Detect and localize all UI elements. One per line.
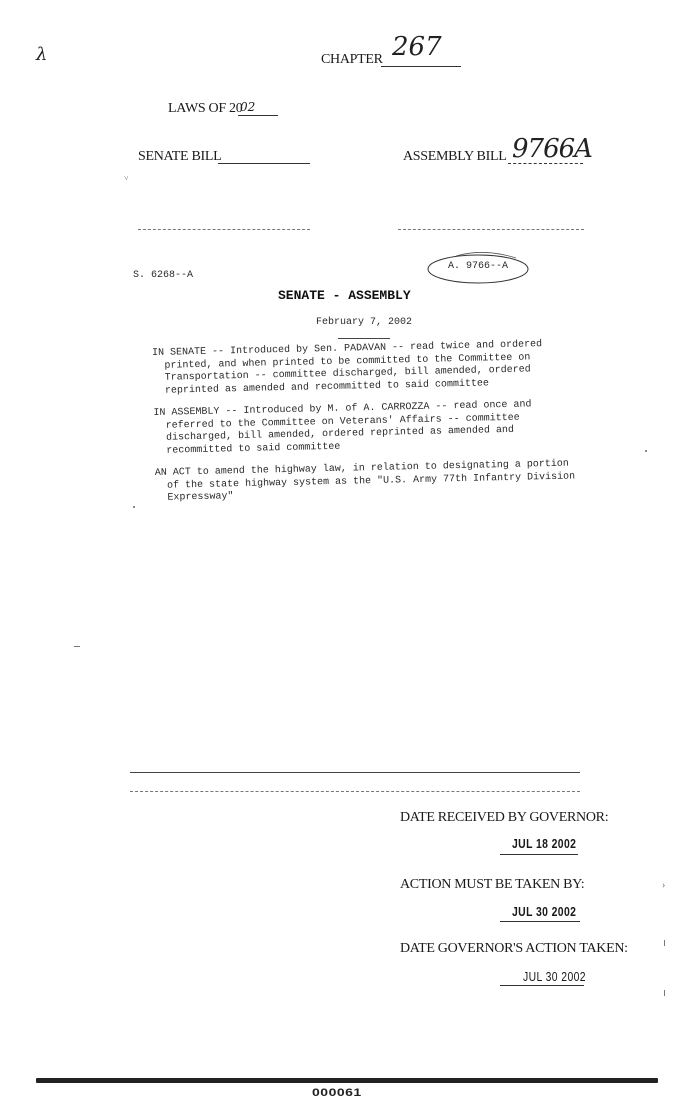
action-due-stamp: JUL 30 2002 [512,904,577,919]
date-received-stamp: JUL 18 2002 [512,836,577,851]
action-due-label: ACTION MUST BE TAKEN BY: [400,877,585,892]
laws-of-label: LAWS OF 20 [168,101,243,116]
action-taken-stamp: JUL 30 2002 [523,969,586,984]
scan-speck [645,450,647,452]
edge-mark [664,940,665,946]
edge-mark [664,990,665,996]
chapter-label: CHAPTER [321,52,383,67]
laws-year-handwritten: 02 [240,100,256,114]
date-rule [338,338,390,339]
scan-speck [74,646,80,647]
date-received-underline [500,854,578,855]
assembly-introduction-paragraph: IN ASSEMBLY -- Introduced by M. of A. CARROZZA -- read once and referred to the Committee on Veterans' Affairs -- committee discharged, bill amended, ordered reprinted as amended and recommitted to said committee [153,399,532,457]
page-number: 000061 [312,1085,362,1099]
senate-bill-label: SENATE BILL [138,149,222,164]
separator-rule-top [130,772,580,773]
chapter-number-handwritten: 267 [392,32,442,62]
date-received-label: DATE RECEIVED BY GOVERNOR: [400,810,609,825]
assembly-bill-handwritten: 9766A [512,134,592,164]
act-title-paragraph: AN ACT to amend the highway law, in relation to designating a portion of the state highway system as the "U.S. Army 77th Infantry Division Expressway" [154,458,576,504]
laws-of-underline [238,115,278,116]
scan-speck [133,506,135,508]
assembly-print-number: A. 9766--A [448,261,509,272]
bill-body [152,338,583,505]
edge-mark: › [662,880,666,891]
senate-print-number: S. 6268--A [133,270,194,281]
corner-mark: λ [36,44,48,65]
bill-heading: SENATE - ASSEMBLY [278,288,411,303]
action-taken-underline [500,985,584,986]
blank-line-right [398,229,584,230]
blank-line-left [138,229,310,230]
stray-mark: ˅ [124,174,129,183]
action-taken-label: DATE GOVERNOR'S ACTION TAKEN: [400,941,628,956]
bill-date: February 7, 2002 [316,317,413,328]
senate-bill-underline [218,163,310,164]
chapter-underline [381,66,461,67]
action-due-underline [500,921,580,922]
assembly-bill-label: ASSEMBLY BILL [403,149,507,164]
scan-edge-bar [36,1078,658,1083]
senate-introduction-paragraph: IN SENATE -- Introduced by Sen. PADAVAN -- read twice and ordered printed, and when printed to be committed to the Committee on Transportation -- committee discharged, bill amended, ordered reprinted as amended and recommitted to said committee [152,339,543,397]
separator-rule-bottom [130,791,580,792]
